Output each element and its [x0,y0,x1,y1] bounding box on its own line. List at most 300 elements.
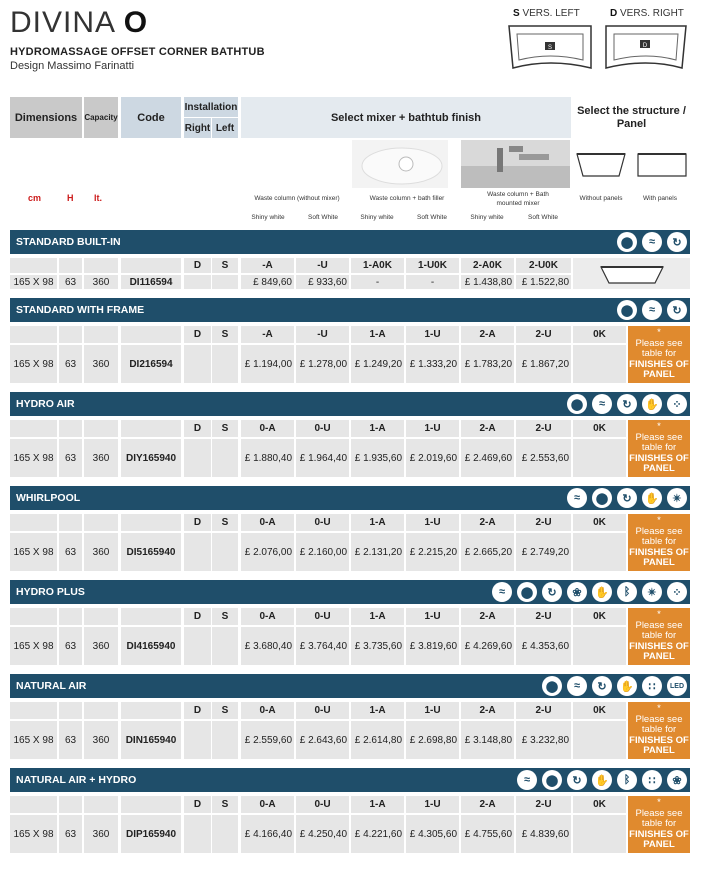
install-left-cell [212,721,238,759]
price-cell: £ 4.250,40 [296,815,349,853]
capacity-value: 360 [84,627,118,665]
section-title: HYDRO PLUS [16,586,85,598]
header-blank-cell [59,608,82,625]
price-cell: £ 4.755,60 [461,815,514,853]
header-code: Code [121,97,181,138]
tub-without-panels-image [573,146,629,180]
price-cell: £ 3.232,80 [516,721,571,759]
header-blank-cell [10,258,57,273]
dimensions-value: 165 X 98 [10,345,57,383]
section-header [10,580,690,604]
air-icon: ✋ [617,676,637,696]
hand-shower-icon: ↻ [567,770,587,790]
col-header-s: S [212,702,238,719]
finishes-panel-note [628,420,690,477]
waste-icon: ⬤ [617,300,637,320]
header-blank-cell [84,326,118,343]
price-cell: £ 1.522,80 [516,275,571,289]
col-header-s: S [212,420,238,437]
fan-icon: ❀ [567,582,587,602]
section-title: STANDARD BUILT-IN [16,236,121,248]
bath-filler-icon: ≈ [592,394,612,414]
finishes-panel-note [628,796,690,853]
price-cell: £ 1.194,00 [241,345,294,383]
finish-note-line: * [657,327,661,339]
bluetooth-icon: ᛒ [617,770,637,790]
header-right: Right [184,118,211,138]
without-panels-cell [573,345,626,383]
finish-note-line: PANEL [643,557,675,569]
install-right-cell [184,533,211,571]
finish-note-line: * [657,421,661,433]
header-installation: Installation [184,97,238,117]
price-cell: £ 4.269,60 [461,627,514,665]
price-cell: £ 1.278,00 [296,345,349,383]
col-header-0k: 0K [573,796,626,813]
col-header-finish: 2-U [516,608,571,625]
hand-shower-icon: ↻ [617,488,637,508]
col-header-s: S [212,514,238,531]
header-blank-cell [121,258,181,273]
finish-note-line: FINISHES OF [629,358,689,370]
built-in-tub-image [573,258,690,289]
col-header-finish: 0-A [241,702,294,719]
waste-icon: ⬤ [617,232,637,252]
hand-shower-icon: ↻ [617,394,637,414]
install-right-cell [184,815,211,853]
capacity-value: 360 [84,439,118,477]
bathtub-left-diagram [505,20,595,74]
bath-filler-icon: ≈ [642,232,662,252]
col-header-finish: -U [296,258,349,273]
col-header-d: D [184,514,211,531]
finish-note-line: * [657,703,661,715]
col-header-finish: 2-U [516,420,571,437]
col-header-d: D [184,608,211,625]
jets-icon: ✴ [667,488,687,508]
section-title: NATURAL AIR + HYDRO [16,774,137,786]
bath-filler-icon: ≈ [642,300,662,320]
finish-note-line: PANEL [643,745,675,757]
col-header-finish: 0-U [296,420,349,437]
header-blank-cell [121,514,181,531]
col-header-finish: 2-A [461,702,514,719]
col-header-finish: 2-U [516,796,571,813]
section-title: NATURAL AIR [16,680,87,692]
finish-note-line: PANEL [643,369,675,381]
bath-filler-icon: ≈ [517,770,537,790]
col-header-finish: 0-U [296,796,349,813]
dimensions-value: 165 X 98 [10,721,57,759]
led-icon: LED [667,676,687,696]
jets-icon: ✴ [642,582,662,602]
col-header-finish: -A [241,258,294,273]
caption-waste-mixer: Waste column + Bath mounted mixer [487,191,549,207]
install-left-cell [212,815,238,853]
left-diagram-mark: S [547,45,553,51]
caption-waste-filler: Waste column + bath filler [369,195,445,202]
dimensions-value: 165 X 98 [10,627,57,665]
air-icon: ✋ [642,394,662,414]
finish-note-line: FINISHES OF [629,452,689,464]
col-header-finish: 1-U [406,702,459,719]
col-header-finish: 0-U [296,608,349,625]
install-right-cell [184,721,211,759]
col-header-d: D [184,702,211,719]
waste-icon: ⬤ [592,488,612,508]
bath-filler-icon: ≈ [567,488,587,508]
col-header-0k: 0K [573,420,626,437]
dimensions-value: 165 X 98 [10,275,57,289]
dimensions-value: 165 X 98 [10,533,57,571]
header-blank-cell [59,702,82,719]
product-code: DI216594 [121,345,181,383]
header-blank-cell [84,514,118,531]
air-icon: ✋ [642,488,662,508]
height-value: 63 [59,275,82,289]
install-left-cell [212,533,238,571]
header-blank-cell [121,796,181,813]
hand-shower-icon: ↻ [542,582,562,602]
install-right-cell [184,345,211,383]
finish-note-line: Please see [635,713,683,725]
caption-soft-1: Soft White [308,214,338,221]
col-header-finish: 1-A [351,326,404,343]
price-cell: £ 4.305,60 [406,815,459,853]
col-header-finish: 2-A0K [461,258,514,273]
header-structure: Select the structure / Panel [573,97,690,138]
header-blank-cell [121,702,181,719]
header-blank-cell [84,702,118,719]
designer-credit: Design Massimo Farinatti [10,60,135,72]
col-header-finish: 2-U0K [516,258,571,273]
unit-h: H [67,193,74,203]
install-right-cell [184,439,211,477]
price-cell: £ 1.964,40 [296,439,349,477]
price-cell: £ 2.614,80 [351,721,404,759]
finish-note-line: table for [641,724,677,736]
col-header-finish: 2-U [516,514,571,531]
header-blank-cell [10,608,57,625]
bath-filler-icon: ≈ [567,676,587,696]
col-header-s: S [212,608,238,625]
height-value: 63 [59,627,82,665]
price-cell: £ 2.749,20 [516,533,571,571]
finish-note-line: table for [641,630,677,642]
price-cell: £ 2.076,00 [241,533,294,571]
header-capacity: Capacity [84,97,118,138]
price-cell: - [351,275,404,289]
header-blank-cell [121,608,181,625]
header-blank-cell [10,326,57,343]
caption-waste-plain: Waste column (without mixer) [254,195,340,202]
price-cell: £ 2.131,20 [351,533,404,571]
col-header-d: D [184,326,211,343]
capacity-value: 360 [84,721,118,759]
waste-icon: ⬤ [542,676,562,696]
price-cell: £ 2.559,60 [241,721,294,759]
hand-shower-icon: ↻ [667,232,687,252]
price-cell: £ 2.553,60 [516,439,571,477]
install-right-cell [184,275,211,289]
section-header [10,674,690,698]
product-code: DI4165940 [121,627,181,665]
header-blank-cell [59,420,82,437]
section-header [10,768,690,792]
finish-note-line: Please see [635,619,683,631]
section-title: WHIRLPOOL [16,492,81,504]
hand-shower-icon: ↻ [592,676,612,696]
height-value: 63 [59,533,82,571]
col-header-finish: 0-A [241,608,294,625]
header-mixer: Select mixer + bathtub finish [241,97,571,138]
col-header-finish: 2-A [461,796,514,813]
finishes-panel-note [628,326,690,383]
waste-icon: ⬤ [567,394,587,414]
product-code: DI116594 [121,275,181,289]
height-value: 63 [59,439,82,477]
header-blank-cell [10,420,57,437]
col-header-finish: 2-A [461,326,514,343]
price-cell: £ 3.680,40 [241,627,294,665]
header-blank-cell [121,326,181,343]
col-header-finish: 1-A [351,608,404,625]
header-blank-cell [59,514,82,531]
finishes-panel-note [628,514,690,571]
product-subtitle: HYDROMASSAGE OFFSET CORNER BATHTUB [10,46,265,58]
capacity-value: 360 [84,275,118,289]
install-left-cell [212,627,238,665]
finish-note-line: Please see [635,525,683,537]
price-cell: £ 1.867,20 [516,345,571,383]
without-panels-cell [573,533,626,571]
col-header-0k: 0K [573,702,626,719]
finish-note-line: Please see [635,431,683,443]
col-header-0k: 0K [573,326,626,343]
caption-shiny-2: Shiny white [360,214,394,221]
product-name-suffix: O [123,6,149,39]
col-header-finish: 1-A [351,420,404,437]
waste-icon: ⬤ [542,770,562,790]
header-blank-cell [59,326,82,343]
finish-note-line: * [657,515,661,527]
caption-shiny-3: Shiny white [470,214,504,221]
price-cell: £ 1.438,80 [461,275,514,289]
col-header-s: S [212,258,238,273]
finish-note-line: Please see [635,337,683,349]
price-cell: £ 2.019,60 [406,439,459,477]
col-header-finish: 1-A0K [351,258,404,273]
col-header-finish: 2-A [461,608,514,625]
col-header-d: D [184,420,211,437]
header-blank-cell [10,702,57,719]
col-header-finish: 2-A [461,420,514,437]
price-cell: £ 1.880,40 [241,439,294,477]
price-cell: £ 3.819,60 [406,627,459,665]
product-name: DIVINA [10,6,115,39]
price-cell: £ 2.698,80 [406,721,459,759]
header-blank-cell [10,796,57,813]
fan-icon: ❀ [667,770,687,790]
dots-icon: ∷ [642,770,662,790]
unit-cm: cm [28,193,42,203]
price-cell: - [406,275,459,289]
caption-with-panels: With panels [643,195,677,202]
col-header-d: D [184,258,211,273]
capacity-value: 360 [84,533,118,571]
col-header-d: D [184,796,211,813]
finish-note-line: FINISHES OF [629,734,689,746]
col-header-finish: 0-U [296,514,349,531]
caption-soft-3: Soft White [528,214,558,221]
price-cell: £ 2.215,20 [406,533,459,571]
header-blank-cell [59,258,82,273]
unit-lt: lt. [94,193,102,203]
product-code: DIP165940 [121,815,181,853]
without-panels-cell [573,721,626,759]
col-header-finish: 1-A [351,796,404,813]
col-header-finish: 2-A [461,514,514,531]
finish-note-line: * [657,609,661,621]
section-header [10,486,690,510]
dimensions-value: 165 X 98 [10,815,57,853]
price-cell: £ 4.221,60 [351,815,404,853]
price-cell: £ 2.160,00 [296,533,349,571]
price-cell: £ 4.839,60 [516,815,571,853]
finish-note-line: PANEL [643,839,675,851]
finish-note-line: Please see [635,807,683,819]
header-blank-cell [84,796,118,813]
caption-without-panels: Without panels [579,195,623,202]
product-code: DIY165940 [121,439,181,477]
price-cell: £ 933,60 [296,275,349,289]
dots-icon: ∷ [642,676,662,696]
col-header-finish: 1-U [406,420,459,437]
air-icon: ✋ [592,582,612,602]
price-cell: £ 2.469,60 [461,439,514,477]
waste-icon: ⬤ [517,582,537,602]
col-header-finish: 0-A [241,514,294,531]
price-cell: £ 4.353,60 [516,627,571,665]
col-header-finish: 0-A [241,796,294,813]
version-right-label: D VERS. RIGHT [610,8,684,19]
section-header [10,392,690,416]
finish-note-line: FINISHES OF [629,828,689,840]
col-header-finish: 1-U [406,796,459,813]
col-header-finish: -U [296,326,349,343]
bath-mixer-image [461,140,570,188]
col-header-finish: 2-U [516,702,571,719]
version-left-label: S VERS. LEFT [513,8,580,19]
header-blank-cell [59,796,82,813]
caption-shiny-1: Shiny white [251,214,285,221]
price-cell: £ 1.783,20 [461,345,514,383]
price-cell: £ 1.249,20 [351,345,404,383]
price-cell: £ 3.148,80 [461,721,514,759]
without-panels-cell [573,627,626,665]
price-cell: £ 2.665,20 [461,533,514,571]
col-header-finish: 1-U0K [406,258,459,273]
capacity-value: 360 [84,815,118,853]
finish-note-line: table for [641,536,677,548]
tub-with-panels-image [634,146,690,180]
col-header-finish: 1-U [406,514,459,531]
dimensions-value: 165 X 98 [10,439,57,477]
col-header-finish: -A [241,326,294,343]
finish-note-line: PANEL [643,463,675,475]
col-header-finish: 1-A [351,702,404,719]
finishes-panel-note [628,702,690,759]
finish-note-line: PANEL [643,651,675,663]
section-header [10,230,690,254]
header-blank-cell [121,420,181,437]
install-right-cell [184,627,211,665]
without-panels-cell [573,815,626,853]
bluetooth-icon: ᛒ [617,582,637,602]
finish-note-line: FINISHES OF [629,546,689,558]
install-left-cell [212,439,238,477]
price-cell: £ 849,60 [241,275,294,289]
finish-note-line: table for [641,442,677,454]
price-cell: £ 1.935,60 [351,439,404,477]
price-cell: £ 4.166,40 [241,815,294,853]
finish-note-line: table for [641,348,677,360]
header-blank-cell [10,514,57,531]
price-cell: £ 3.735,60 [351,627,404,665]
header-dimensions: Dimensions [10,97,82,138]
col-header-finish: 1-U [406,326,459,343]
product-title [10,6,148,40]
price-cell: £ 3.764,40 [296,627,349,665]
col-header-s: S [212,326,238,343]
col-header-finish: 0-U [296,702,349,719]
height-value: 63 [59,721,82,759]
air-icon: ✋ [592,770,612,790]
header-left: Left [212,118,238,138]
col-header-finish: 0-A [241,420,294,437]
finishes-panel-note [628,608,690,665]
price-cell: £ 1.333,20 [406,345,459,383]
bubbles-icon: ⁘ [667,394,687,414]
hand-shower-icon: ↻ [667,300,687,320]
header-blank-cell [84,608,118,625]
height-value: 63 [59,815,82,853]
section-title: HYDRO AIR [16,398,75,410]
capacity-value: 360 [84,345,118,383]
price-cell: £ 2.643,60 [296,721,349,759]
col-header-0k: 0K [573,608,626,625]
section-header [10,298,690,322]
col-header-0k: 0K [573,514,626,531]
finish-note-line: FINISHES OF [629,640,689,652]
header-blank-cell [84,420,118,437]
product-code: DI5165940 [121,533,181,571]
bathtub-right-diagram [602,20,690,74]
product-code: DIN165940 [121,721,181,759]
bath-filler-icon: ≈ [492,582,512,602]
install-left-cell [212,275,238,289]
finish-note-line: table for [641,818,677,830]
bath-filler-image [352,140,448,188]
col-header-finish: 1-A [351,514,404,531]
caption-soft-2: Soft White [417,214,447,221]
finish-note-line: * [657,797,661,809]
section-title: STANDARD WITH FRAME [16,304,145,316]
right-diagram-mark: D [642,43,648,49]
bubbles-icon: ⁘ [667,582,687,602]
height-value: 63 [59,345,82,383]
col-header-finish: 1-U [406,608,459,625]
